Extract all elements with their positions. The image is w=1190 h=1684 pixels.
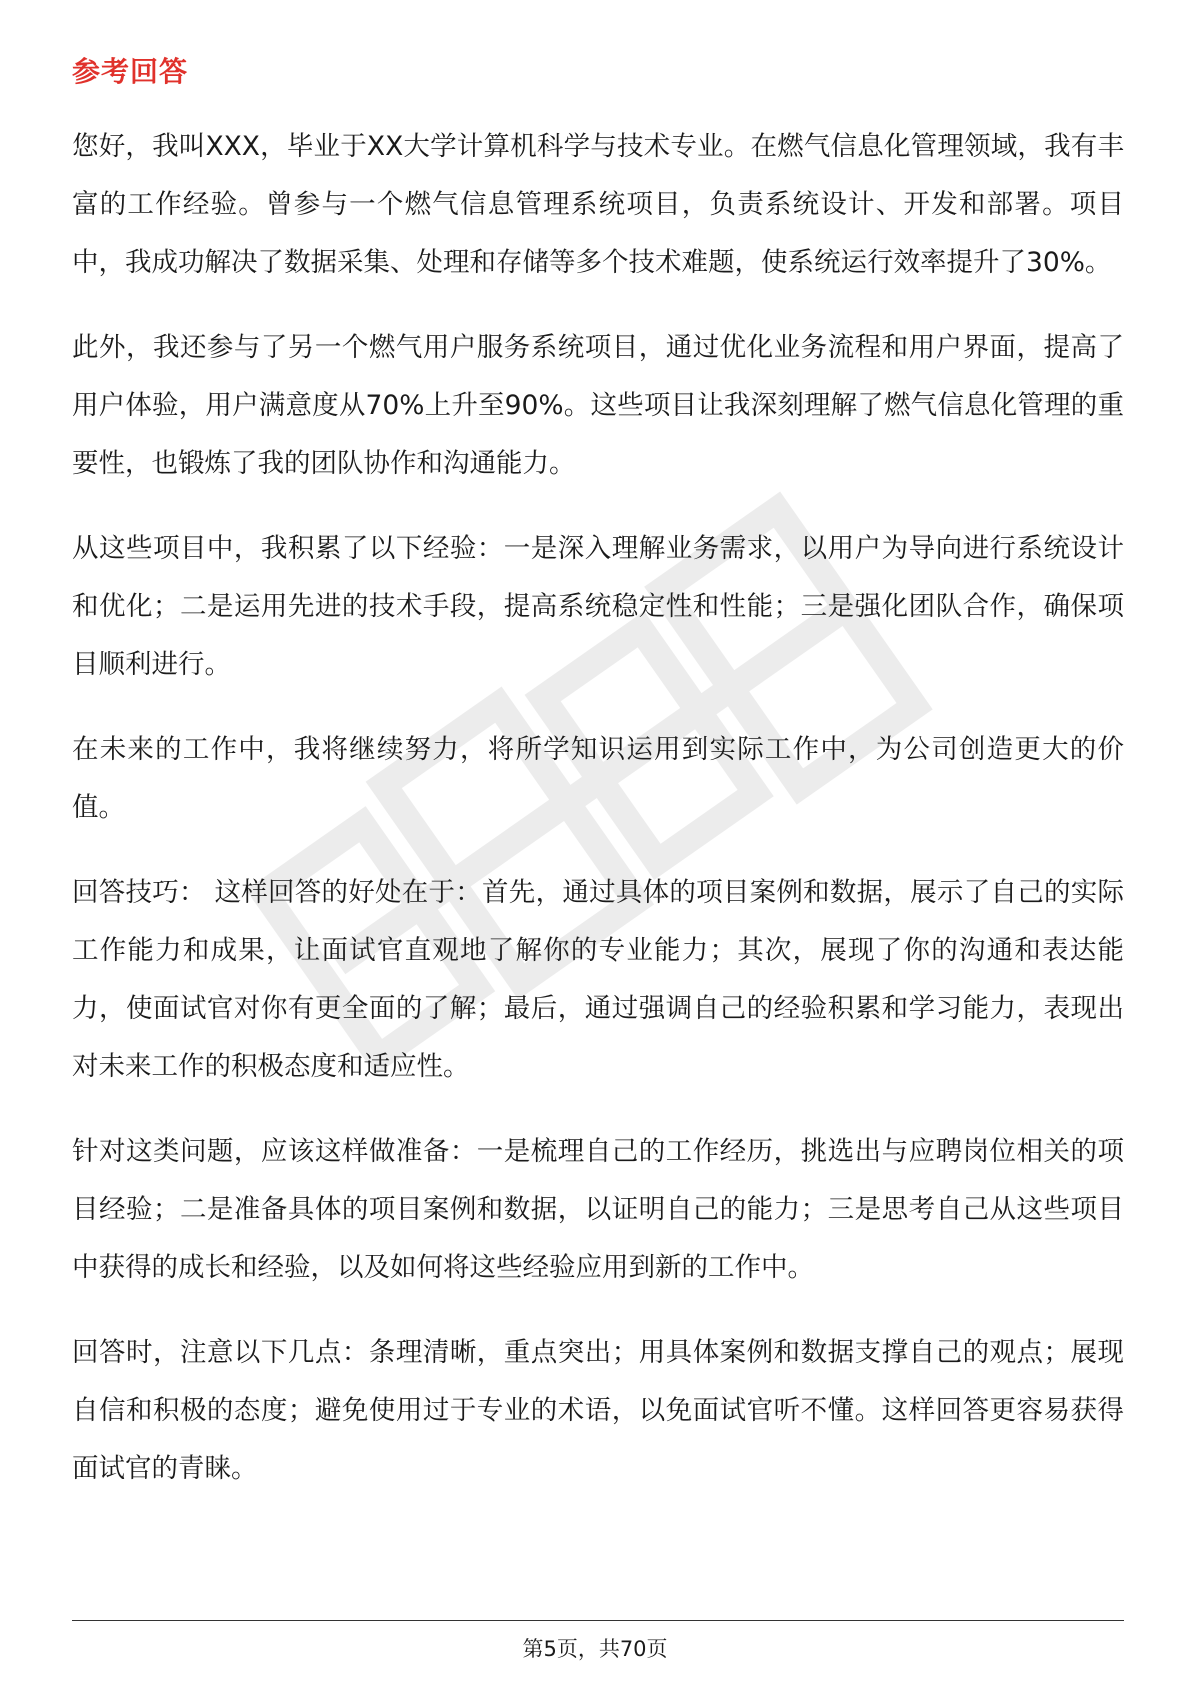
paragraph-tips: 回答技巧： 这样回答的好处在于：首先，通过具体的项目案例和数据，展示了自己的实际工作能力和成果，让面试官直观地了解你的专业能力；其次，展现了你的沟通和表达能力，使面试官对你有更全面的了解；最后，通过强调自己的经验积累和学习能力，表现出对未来工作的积极态度和适应性。 (72, 877, 1124, 1082)
paragraph-second-project: 此外，我还参与了另一个燃气用户服务系统项目，通过优化业务流程和用户界面，提高了用户体验，用户满意度从70%上升至90%。这些项目让我深刻理解了燃气信息化管理的重要性，也锻炼了我的团队协作和沟通能力。 (72, 332, 1124, 479)
paragraph-future: 在未来的工作中，我将继续努力，将所学知识运用到实际工作中，为公司创造更大的价值。 (72, 734, 1124, 823)
paragraph-notes: 回答时，注意以下几点：条理清晰，重点突出；用具体案例和数据支撑自己的观点；展现自信和积极的态度；避免使用过于专业的术语，以免面试官听不懂。这样回答更容易获得面试官的青睐。 (72, 1337, 1124, 1484)
section-title: 参考回答 (72, 55, 189, 88)
paragraph-intro: 您好，我叫XXX，毕业于XX大学计算机科学与技术专业。在燃气信息化管理领域，我有丰富的工作经验。曾参与一个燃气信息管理系统项目，负责系统设计、开发和部署。项目中，我成功解决了数据采集、处理和存储等多个技术难题，使系统运行效率提升了30%。 (72, 131, 1124, 278)
paragraph-experience: 从这些项目中，我积累了以下经验：一是深入理解业务需求，以用户为导向进行系统设计和优化；二是运用先进的技术手段，提高系统稳定性和性能；三是强化团队合作，确保项目顺利进行。 (72, 533, 1124, 680)
paragraph-preparation: 针对这类问题，应该这样做准备：一是梳理自己的工作经历，挑选出与应聘岗位相关的项目经验；二是准备具体的项目案例和数据，以证明自己的能力；三是思考自己从这些项目中获得的成长和经验，以及如何将这些经验应用到新的工作中。 (72, 1136, 1124, 1283)
answer-body (72, 118, 1124, 1525)
page-number: 第5页，共70页 (522, 1637, 668, 1661)
footer-divider (72, 1620, 1124, 1621)
